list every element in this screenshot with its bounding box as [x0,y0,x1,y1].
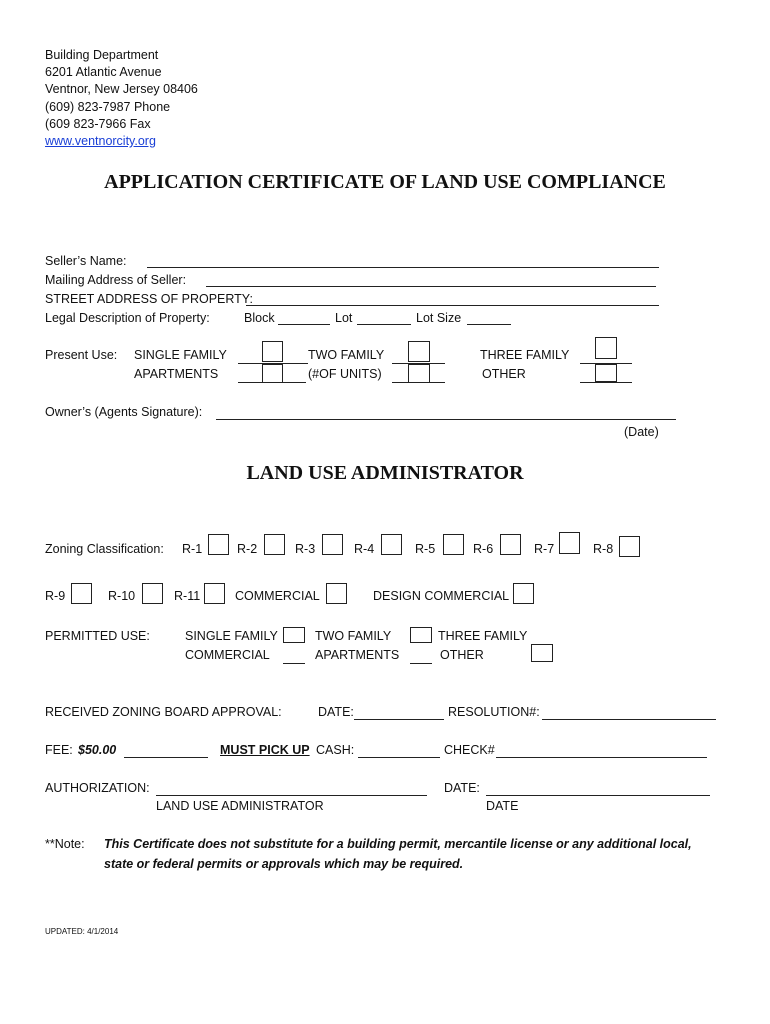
section-title: LAND USE ADMINISTRATOR [246,462,524,484]
authorization-date-label: DATE: [444,781,480,795]
zone-r8-label: R-8 [593,542,614,556]
zone-r5-label: R-5 [415,542,436,556]
permitted-other-label: OTHER [440,648,484,662]
signature-date-label: (Date) [624,425,659,439]
single-family-label: SINGLE FAMILY [134,348,227,362]
resolution-label: RESOLUTION#: [448,705,540,719]
zoning-board-date-field[interactable] [354,719,444,720]
must-pick-up-label: MUST PICK UP [220,743,310,757]
zone-r6-checkbox[interactable] [500,534,521,555]
num-units-checkbox[interactable] [408,364,430,383]
cash-field[interactable] [358,757,440,758]
zoning-board-label: RECEIVED ZONING BOARD APPROVAL: [45,705,282,719]
street-address-field[interactable] [246,305,659,306]
owner-signature-label: Owner’s (Agents Signature): [45,405,203,419]
cash-label: CASH: [316,743,355,757]
permitted-apartments-line[interactable] [410,663,432,664]
permitted-three-family-label: THREE FAMILY [438,629,528,643]
lot-field[interactable] [357,324,411,325]
check-label: CHECK# [444,743,495,757]
zone-r2-label: R-2 [237,542,258,556]
zone-r3-label: R-3 [295,542,316,556]
street-address-label: STREET ADDRESS OF PROPERTY: [45,292,253,306]
permitted-commercial-line[interactable] [283,663,305,664]
fee-amount: $50.00 [78,743,117,757]
owner-signature-field[interactable] [216,419,676,420]
zone-commercial-checkbox[interactable] [326,583,347,604]
note-line-1: This Certificate does not substitute for a building permit, mercantile license or any additional local, [104,837,692,851]
mailing-address-field[interactable] [206,286,656,287]
zone-design-commercial-label: DESIGN COMMERCIAL [373,589,510,603]
mailing-address-label: Mailing Address of Seller: [45,273,187,287]
dept-phone: (609) 823-7987 Phone [45,100,171,114]
authorization-date-field[interactable] [486,795,710,796]
zone-r1-label: R-1 [182,542,203,556]
permitted-two-family-label: TWO FAMILY [315,629,392,643]
lot-size-label: Lot Size [416,311,462,325]
other-line [580,382,632,383]
authorization-field[interactable] [156,795,427,796]
permitted-use-label: PERMITTED USE: [45,629,150,643]
fee-field[interactable] [124,757,208,758]
permitted-single-family-label: SINGLE FAMILY [185,629,278,643]
zone-r3-checkbox[interactable] [322,534,343,555]
resolution-field[interactable] [542,719,716,720]
note-line-2: state or federal permits or approvals which may be required. [104,857,464,871]
zone-commercial-label: COMMERCIAL [235,589,320,603]
three-family-label: THREE FAMILY [480,348,570,362]
legal-description-label: Legal Description of Property: [45,311,210,325]
permitted-other-checkbox[interactable] [531,644,553,662]
two-family-label: TWO FAMILY [308,348,385,362]
apartments-checkbox[interactable] [262,364,283,383]
permitted-single-family-checkbox[interactable] [283,627,305,643]
dept-fax: (609 823-7966 Fax [45,117,151,131]
two-family-checkbox[interactable] [408,341,430,362]
zone-r2-checkbox[interactable] [264,534,285,555]
fee-label: FEE: [45,743,73,757]
zone-r6-label: R-6 [473,542,494,556]
zone-r11-checkbox[interactable] [204,583,225,604]
zone-r9-checkbox[interactable] [71,583,92,604]
present-use-label: Present Use: [45,348,118,362]
check-field[interactable] [496,757,707,758]
zone-r10-checkbox[interactable] [142,583,163,604]
updated-date: UPDATED: 4/1/2014 [45,927,119,936]
zone-r7-checkbox[interactable] [559,532,580,554]
dept-name: Building Department [45,48,159,62]
zone-r9-label: R-9 [45,589,66,603]
dept-city: Ventnor, New Jersey 08406 [45,82,198,96]
permitted-commercial-label: COMMERCIAL [185,648,270,662]
zone-r10-label: R-10 [108,589,136,603]
authorization-admin-caption: LAND USE ADMINISTRATOR [156,799,324,813]
zone-r8-checkbox[interactable] [619,536,640,557]
dept-street: 6201 Atlantic Avenue [45,65,162,79]
zone-r5-checkbox[interactable] [443,534,464,555]
zone-r4-checkbox[interactable] [381,534,402,555]
other-checkbox[interactable] [595,364,617,382]
zoning-label: Zoning Classification: [45,542,164,556]
note-prefix: **Note: [45,837,85,851]
single-family-checkbox[interactable] [262,341,283,362]
permitted-two-family-checkbox[interactable] [410,627,432,643]
authorization-label: AUTHORIZATION: [45,781,150,795]
website-link[interactable]: www.ventnorcity.org [45,134,156,148]
lot-size-field[interactable] [467,324,511,325]
lot-label: Lot [335,311,353,325]
page-title: APPLICATION CERTIFICATE OF LAND USE COMPLIANCE [104,171,666,193]
block-field[interactable] [278,324,330,325]
other-label: OTHER [482,367,526,381]
zone-r7-label: R-7 [534,542,555,556]
zone-r11-label: R-11 [174,589,201,603]
block-label: Block [244,311,275,325]
num-units-label: (#OF UNITS) [308,367,382,381]
seller-name-label: Seller’s Name: [45,254,127,268]
zone-r4-label: R-4 [354,542,375,556]
apartments-label: APARTMENTS [134,367,219,381]
seller-name-field[interactable] [147,267,659,268]
permitted-apartments-label: APARTMENTS [315,648,400,662]
zone-design-commercial-checkbox[interactable] [513,583,534,604]
three-family-checkbox[interactable] [595,337,617,359]
zoning-board-date-label: DATE: [318,705,354,719]
authorization-date-caption: DATE [486,799,519,813]
zone-r1-checkbox[interactable] [208,534,229,555]
